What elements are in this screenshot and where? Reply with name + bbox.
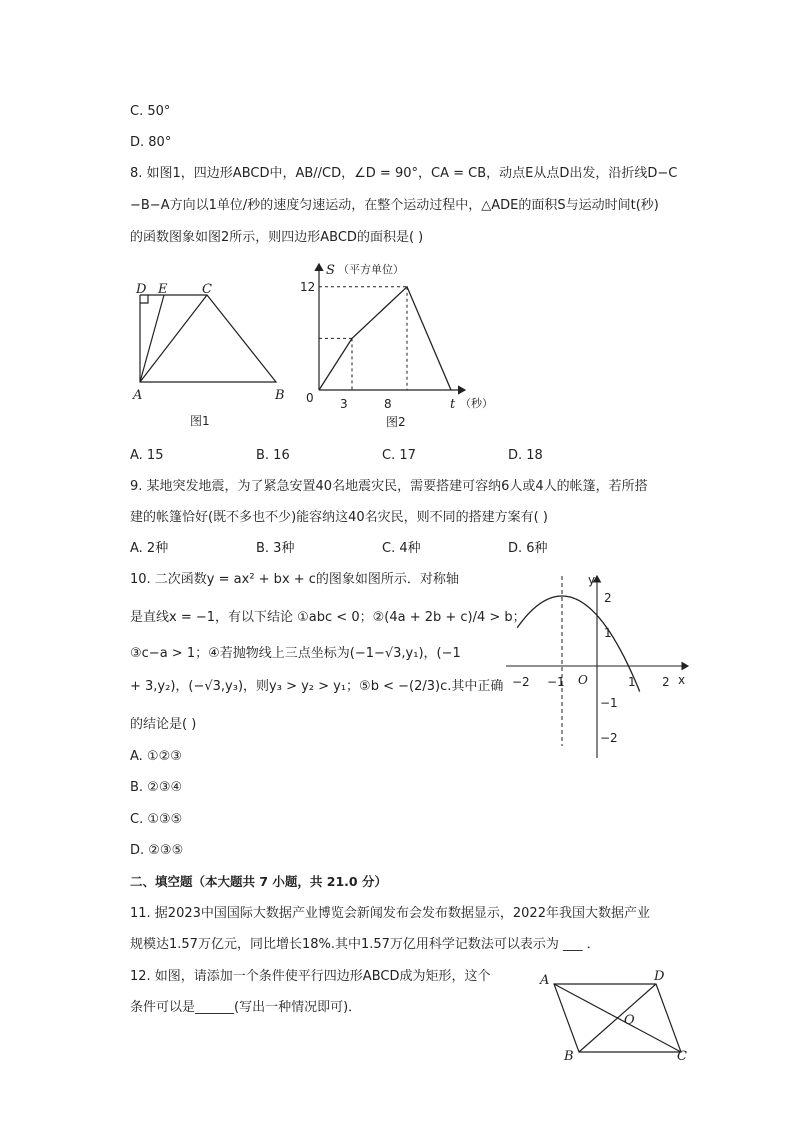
- q10-option-b: B. ②③④: [130, 780, 183, 795]
- q10-text-line3: ③c−a > 1；④若抛物线上三点坐标为(−1−√3,y₁)，(−1: [130, 646, 461, 661]
- fig1-label-D: D: [136, 282, 147, 297]
- graph-tick-x-neg1: −1: [547, 675, 565, 689]
- q9-option-d: D. 6种: [508, 541, 548, 556]
- q10-option-c: C. ①③⑤: [130, 812, 183, 827]
- q8-option-a: A. 15: [130, 448, 164, 463]
- q8-option-c: C. 17: [382, 448, 416, 463]
- graph-y-label: y: [588, 574, 596, 587]
- graph-tick-x-neg2: −2: [512, 675, 530, 689]
- graph-tick-y-neg1: −1: [600, 696, 618, 710]
- graph-origin: O: [578, 673, 588, 687]
- section2-heading: 二、填空题（本大题共 7 小题，共 21.0 分）: [130, 874, 387, 889]
- fig12-label-B: B: [564, 1049, 574, 1064]
- graph-tick-x-2: 2: [662, 675, 670, 689]
- q7-option-d: D. 80°: [130, 135, 172, 150]
- fig1-label-A: A: [133, 388, 143, 403]
- fig12-label-D: D: [654, 969, 665, 984]
- fig12-label-A: A: [540, 973, 550, 988]
- q10-text-line1: 10. 二次函数y = ax² + bx + c的图象如图所示．对称轴: [130, 572, 459, 587]
- q9-option-a: A. 2种: [130, 541, 169, 556]
- fig2-caption: 图2: [386, 415, 406, 429]
- graph-tick-y-1: 1: [604, 626, 612, 640]
- fig1-label-C: C: [202, 282, 212, 297]
- fig2-y-label-unit: （平方单位）: [338, 263, 404, 276]
- fig12-label-C: C: [677, 1049, 687, 1064]
- fig12-label-O: O: [624, 1013, 635, 1028]
- graph-tick-y-neg2: −2: [600, 731, 618, 745]
- graph-tick-x-1: 1: [628, 675, 636, 689]
- q9-option-b: B. 3种: [256, 541, 295, 556]
- q8-figure1: [128, 278, 298, 433]
- fig1-label-E: E: [158, 282, 168, 297]
- q12-text-line2: 条件可以是______(写出一种情况即可)．: [130, 1000, 362, 1015]
- q9-text-line2: 建的帐篷恰好(既不多也不少)能容纳这40名灾民，则不同的搭建方案有( ): [130, 510, 548, 525]
- q10-text-line2: 是直线x = −1，有以下结论 ①abc < 0；②(4a + 2b + c)/4 > b；: [130, 610, 526, 625]
- segment-AC: [140, 295, 207, 382]
- q8-text-line1: 8. 如图1，四边形ABCD中，AB//CD，∠D = 90°，CA = CB，动点E从点D出发，沿折线D−C: [130, 166, 678, 181]
- q11-text-line2: 规模达1.57万亿元，同比增长18%.其中1.57万亿用科学记数法可以表示为 ___ ．: [130, 937, 600, 952]
- q10-text-line5: 的结论是( ): [130, 717, 197, 732]
- q12-parallelogram-figure: [536, 964, 696, 1069]
- fig2-origin: 0: [306, 391, 314, 405]
- fig2-tick-12: 12: [300, 280, 316, 294]
- fig2-y-label-var: S: [326, 263, 335, 278]
- q8-text-line2: −B−A方向以1单位/秒的速度匀速运动，在整个运动过程中，△ADE的面积S与运动时间t(秒): [130, 198, 659, 213]
- fig2-x-label-unit: （秒）: [460, 397, 493, 410]
- q8-figure2: [300, 258, 500, 433]
- fig2-tick-8: 8: [384, 397, 392, 411]
- q12-text-line1: 12. 如图，请添加一个条件使平行四边形ABCD成为矩形，这个: [130, 969, 491, 984]
- fig2-x-label-var: t: [450, 397, 456, 412]
- q11-text-line1: 11. 据2023中国国际大数据产业博览会新闻发布会发布数据显示，2022年我国大数据产业: [130, 906, 650, 921]
- fig1-caption: 图1: [190, 414, 210, 428]
- q10-parabola-graph: [500, 574, 695, 764]
- q8-option-b: B. 16: [256, 448, 290, 463]
- q8-text-line3: 的函数图象如图2所示，则四边形ABCD的面积是( ): [130, 230, 424, 245]
- fig1-label-B: B: [275, 388, 285, 403]
- graph-tick-y-2: 2: [604, 591, 612, 605]
- q9-text-line1: 9. 某地突发地震，为了紧急安置40名地震灾民，需要搭建可容纳6人或4人的帐篷，若所搭: [130, 479, 648, 494]
- q8-option-d: D. 18: [508, 448, 543, 463]
- diagonal-BD: [579, 984, 656, 1052]
- q7-option-c: C. 50°: [130, 104, 171, 119]
- q10-option-a: A. ①②③: [130, 749, 182, 764]
- graph-x-label: x: [678, 673, 686, 687]
- fig2-tick-3: 3: [340, 397, 348, 411]
- segment-AE: [140, 295, 164, 382]
- q10-text-line4: + 3,y₂)，(−√3,y₃)，则y₃ > y₂ > y₁；⑤b < −(2/3)c.其中正确: [130, 679, 504, 694]
- q10-option-d: D. ②③⑤: [130, 843, 184, 858]
- q9-option-c: C. 4种: [382, 541, 421, 556]
